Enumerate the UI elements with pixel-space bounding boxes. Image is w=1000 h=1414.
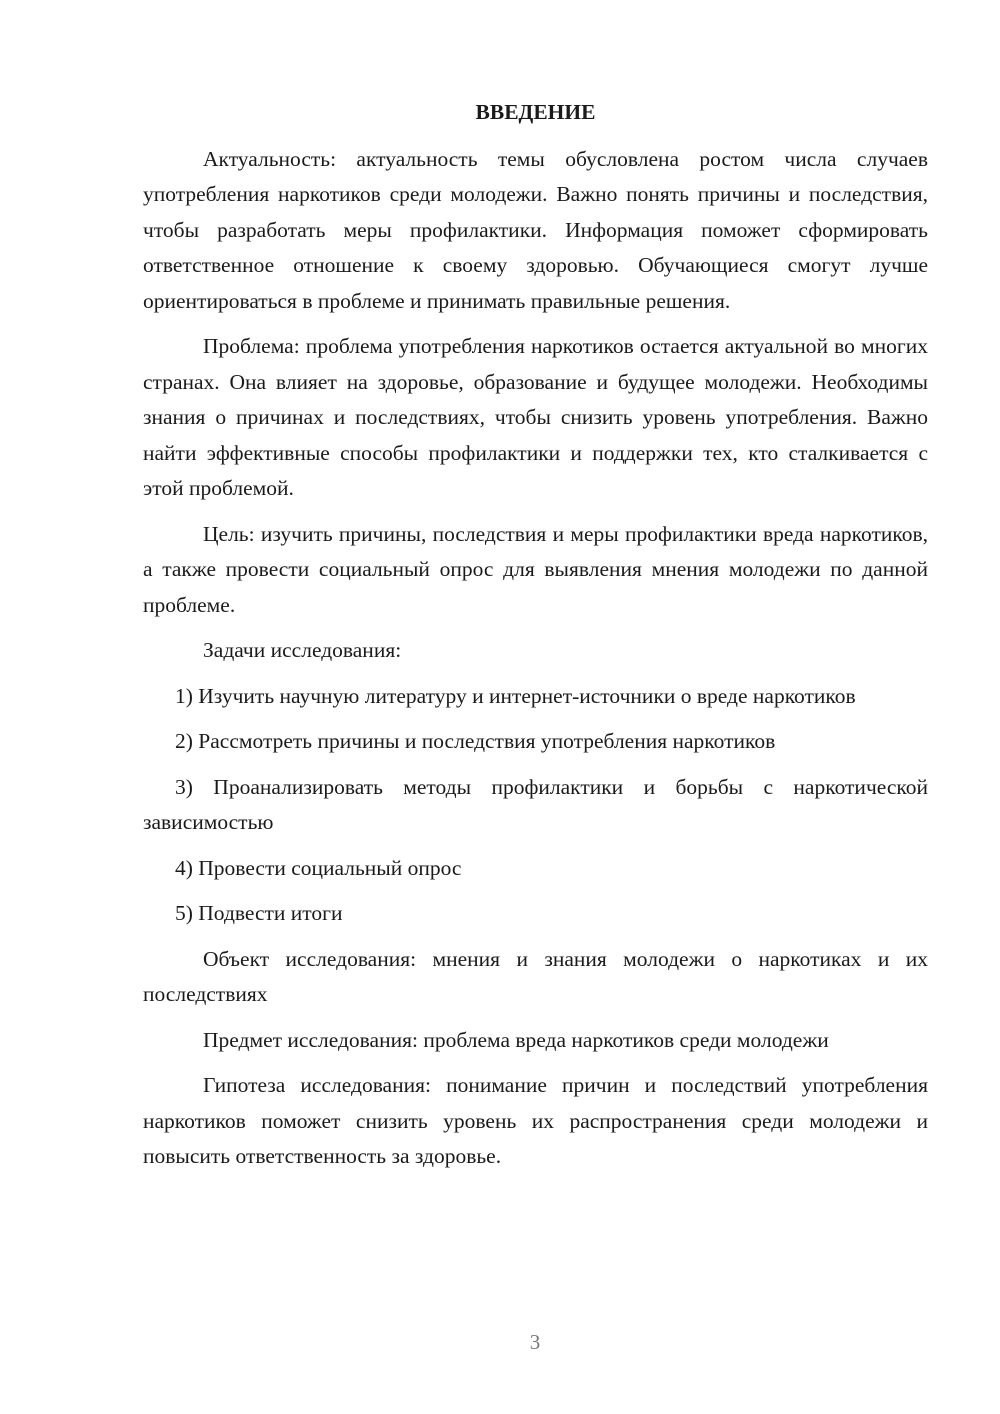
- page-title: ВВЕДЕНИЕ: [475, 100, 596, 124]
- task-item-5: 5) Подвести итоги: [175, 901, 343, 925]
- paragraph-tasks-heading: Задачи исследования:: [203, 638, 402, 662]
- task-item-1: 1) Изучить научную литературу и интернет-источники о вреде наркотиков: [175, 683, 856, 708]
- paragraph-problem: Проблема: проблема употребления наркотиков остается актуальной во многих странах. Она влияет на здоровье, образование и будущее молодежи. Необходимы знания о причинах и последствиях, чтобы снизить уровень употребления. Важно найти эффективные способы профилактики и поддержки тех, кто сталкивается с этой проблемой.: [143, 334, 928, 500]
- paragraph-goal: Цель: изучить причины, последствия и меры профилактики вреда наркотиков, а также провести социальный опрос для выявления мнения молодежи по данной проблеме.: [143, 521, 928, 617]
- task-item-2: 2) Рассмотреть причины и последствия употребления наркотиков: [175, 729, 776, 753]
- task-item-3: 3) Проанализировать методы профилактики и борьбы с наркотической зависимостью: [143, 774, 928, 834]
- paragraph-relevance: Актуальность: актуальность темы обусловлена ростом числа случаев употребления наркотиков среди молодежи. Важно понять причины и последствия, чтобы разработать меры профилактики. Информация поможет сформировать ответственное отношение к своему здоровью. Обучающиеся смогут лучше ориентироваться в проблеме и принимать правильные решения.: [143, 146, 928, 313]
- paragraph-object: Объект исследования: мнения и знания молодежи о наркотиках и их последствиях: [143, 946, 928, 1006]
- task-item-4: 4) Провести социальный опрос: [175, 855, 462, 880]
- paragraph-hypothesis: Гипотеза исследования: понимание причин и последствий употребления наркотиков поможет снизить уровень их распространения среди молодежи и повысить ответственность за здоровье.: [143, 1073, 928, 1168]
- document-page: [143, 95, 928, 1185]
- paragraph-subject: Предмет исследования: проблема вреда наркотиков среди молодежи: [203, 1027, 829, 1052]
- page-number: 3: [529, 1330, 541, 1354]
